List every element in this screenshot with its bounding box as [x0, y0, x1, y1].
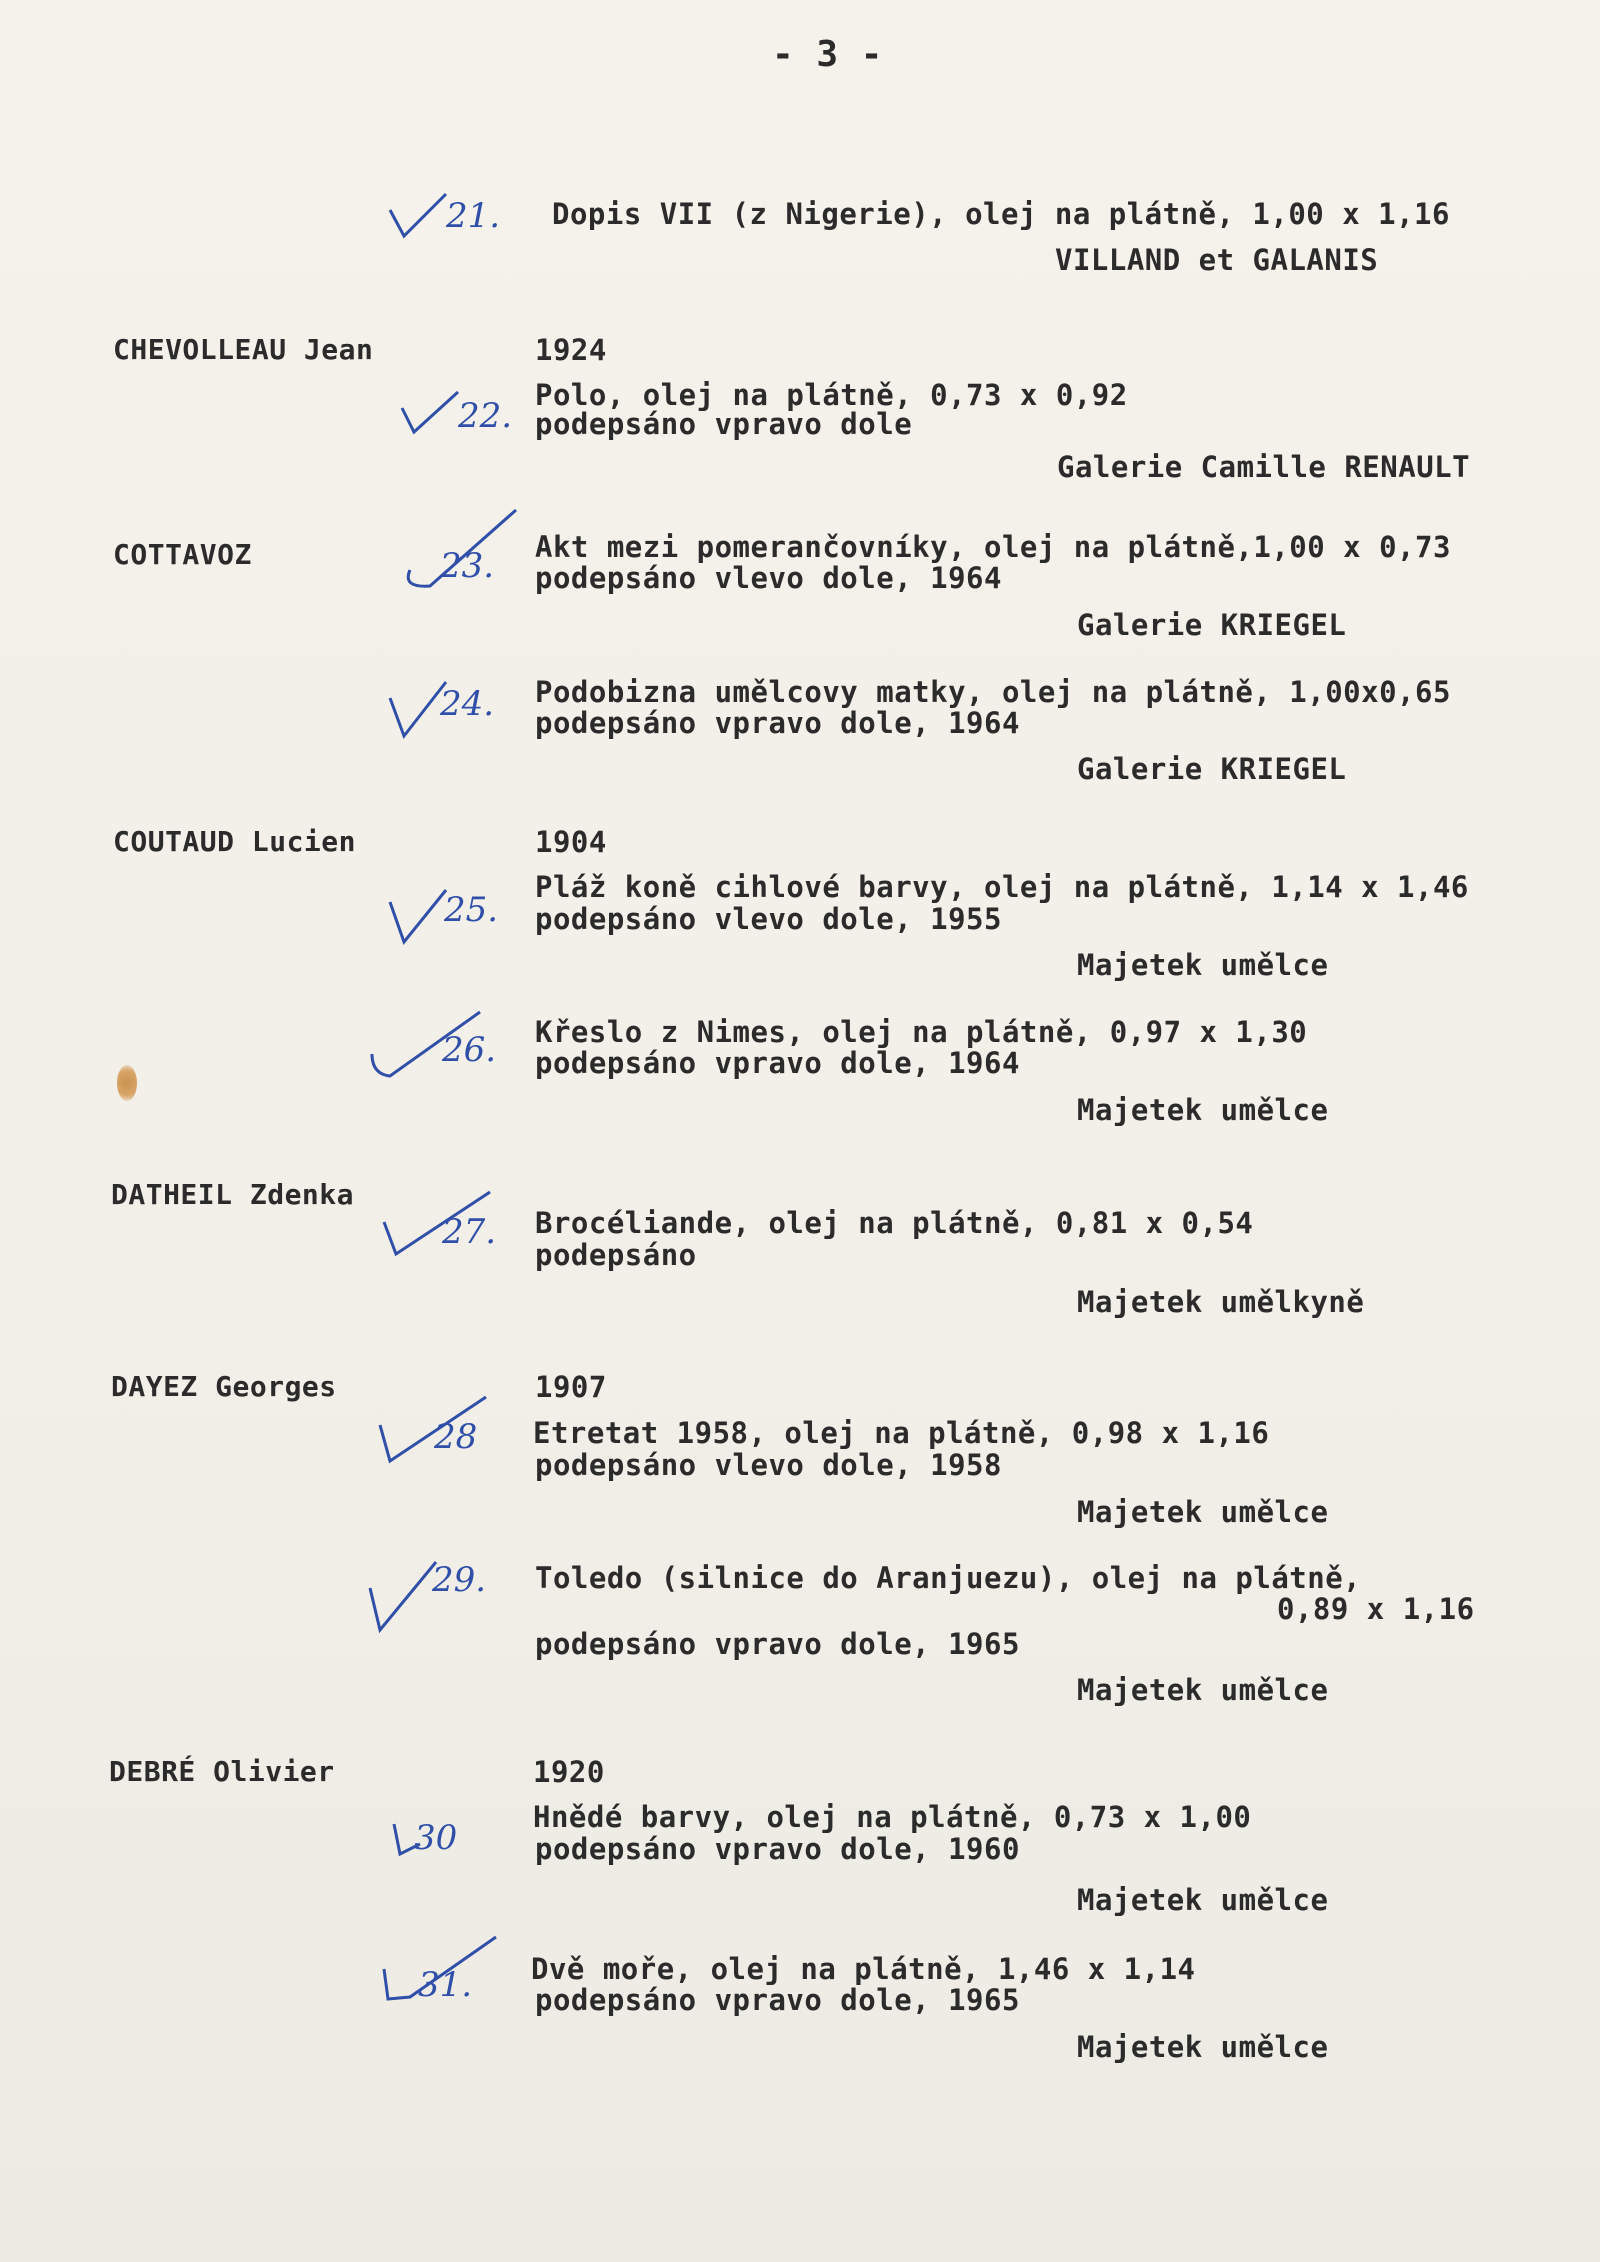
paper-stain [117, 1065, 137, 1101]
entry-number: 22. [458, 396, 513, 436]
check-mark-icon [380, 1935, 500, 2009]
entry-owner: Majetek umělce [1077, 1673, 1329, 1707]
entry-number: 23. [440, 546, 495, 586]
check-mark-icon [388, 192, 501, 246]
entry-title: Hnědé barvy, olej na plátně, 0,73 x 1,00 [533, 1800, 1252, 1834]
entry-number: 29. [432, 1560, 487, 1600]
entry-signature: podepsáno vpravo dole [535, 407, 913, 441]
entry-signature: podepsáno vpravo dole, 1964 [535, 706, 1020, 740]
entry-owner: Majetek umělce [1077, 1883, 1329, 1917]
entry-title: Etretat 1958, olej na plátně, 0,98 x 1,16 [533, 1416, 1270, 1450]
artist-name: DEBRÉ Olivier [109, 1755, 335, 1788]
entry-number: 30 [414, 1818, 458, 1858]
entry-owner: Majetek umělce [1077, 1093, 1329, 1127]
entry-number: 26. [442, 1030, 497, 1070]
entry-number: 31. [418, 1965, 473, 2005]
entry-number: 24. [440, 684, 495, 724]
entry-title: Dopis VII (z Nigerie), olej na plátně, 1,00 x 1,16 [552, 197, 1450, 231]
entry-owner: VILLAND et GALANIS [1055, 243, 1379, 277]
entry-title: Polo, olej na plátně, 0,73 x 0,92 [535, 378, 1128, 412]
entry-signature: podepsáno vpravo dole, 1965 [535, 1627, 1020, 1661]
entry-number: 27. [442, 1212, 497, 1252]
artist-name: DATHEIL Zdenka [111, 1178, 355, 1211]
entry-signature: podepsáno vlevo dole, 1955 [535, 902, 1002, 936]
check-mark-icon [382, 1190, 497, 1264]
entry-owner: Majetek umělce [1077, 1495, 1329, 1529]
entry-signature: podepsáno vpravo dole, 1964 [535, 1046, 1020, 1080]
page-number: - 3 - [772, 34, 883, 75]
entry-owner: Majetek umělce [1077, 2030, 1329, 2064]
check-mark-icon [388, 888, 499, 950]
entry-owner: Galerie KRIEGEL [1077, 608, 1347, 642]
artist-year: 1924 [535, 333, 607, 367]
artist-name: DAYEZ Georges [111, 1370, 337, 1403]
artist-year: 1920 [533, 1755, 605, 1789]
check-mark-icon [400, 390, 513, 444]
entry-signature: podepsáno vlevo dole, 1958 [535, 1448, 1002, 1482]
entry-number: 28 [434, 1417, 478, 1457]
entry-owner: Majetek umělce [1077, 948, 1329, 982]
entry-number: 21. [446, 196, 501, 236]
entry-title: Křeslo z Nimes, olej na plátně, 0,97 x 1,30 [535, 1015, 1308, 1049]
artist-name: COUTAUD Lucien [113, 825, 357, 858]
entry-signature: podepsáno vpravo dole, 1960 [535, 1832, 1020, 1866]
check-mark-icon [378, 1395, 488, 1469]
artist-year: 1907 [535, 1370, 607, 1404]
entry-owner: Majetek umělkyně [1077, 1285, 1365, 1319]
entry-signature: podepsáno [535, 1238, 697, 1272]
entry-title: Toledo (silnice do Aranjuezu), olej na plátně, [535, 1561, 1362, 1595]
entry-title: Akt mezi pomerančovníky, olej na plátně,1,00 x 0,73 [535, 530, 1451, 564]
entry-owner: Galerie KRIEGEL [1077, 752, 1347, 786]
artist-name: COTTAVOZ [113, 538, 252, 571]
artist-name: CHEVOLLEAU Jean [113, 333, 374, 366]
entry-title: Dvě moře, olej na plátně, 1,46 x 1,14 [531, 1952, 1196, 1986]
check-mark-icon [400, 510, 520, 594]
check-mark-icon [370, 1010, 497, 1084]
entry-signature: podepsáno vlevo dole, 1964 [535, 561, 1002, 595]
check-mark-icon [390, 1818, 458, 1862]
entry-owner: Galerie Camille RENAULT [1057, 450, 1471, 484]
entry-signature: podepsáno vpravo dole, 1965 [535, 1983, 1020, 2017]
entry-dimensions: 0,89 x 1,16 [1277, 1592, 1475, 1626]
entry-title: Pláž koně cihlové barvy, olej na plátně, 1,14 x 1,46 [535, 870, 1469, 904]
entry-number: 25. [444, 890, 499, 930]
artist-year: 1904 [535, 825, 607, 859]
check-mark-icon [388, 680, 495, 744]
entry-title: Brocéliande, olej na plátně, 0,81 x 0,54 [535, 1206, 1254, 1240]
entry-title: Podobizna umělcovy matky, olej na plátně, 1,00x0,65 [535, 675, 1451, 709]
check-mark-icon [368, 1560, 487, 1636]
